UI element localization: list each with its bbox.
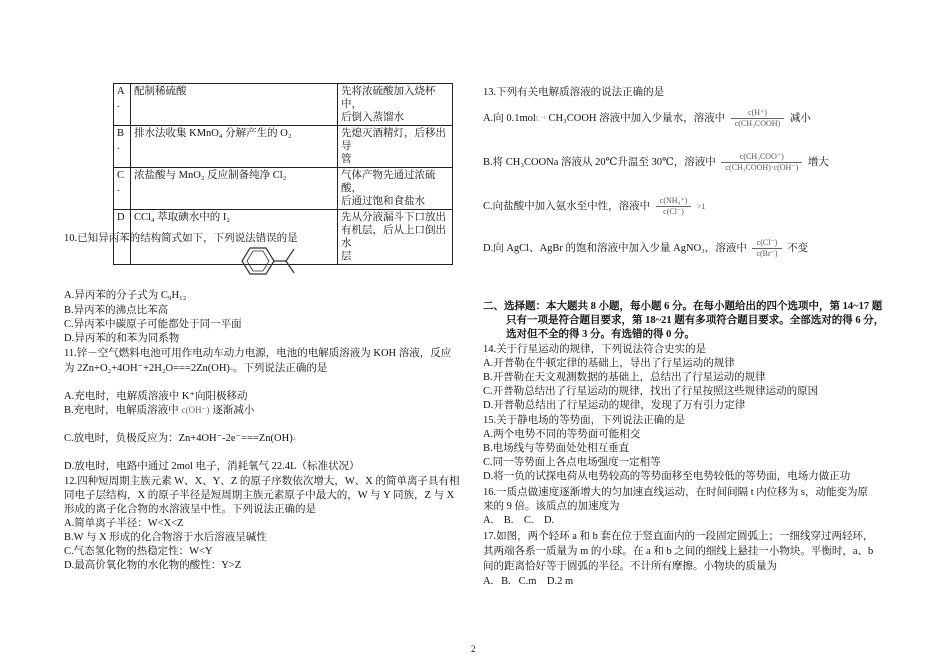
section-2-heading-line2: 只有一项是符合题目要求，第 18~21 题有多项符合题目要求。全部选对的得 6 分， [506, 315, 885, 326]
row-operation: 先将浓硫酸加入烧杯中， 后倒入蒸馏水 [338, 84, 453, 126]
q14-stem: 14.关于行星运动的规律，下列说法符合史实的是 [483, 344, 707, 355]
q14-option-d: D.开普勒总结出了行星运动的规律，发现了万有引力定律 [483, 400, 746, 411]
page-number: 2 [471, 644, 476, 654]
section-2-heading-line3: 选对但不全的得 3 分。有选错的得 0 分。 [506, 329, 695, 340]
q17-stem-line2: 其两端各系一质量为 m 的小球。在 a 和 b 之间的细线上悬挂一小物块。平衡时，a、b [483, 546, 874, 557]
q15-option-d: D.将一负的试探电荷从电势较高的等势面移至电势较低的等势面，电场力做正功 [483, 471, 851, 482]
q14-option-c: C.开普勒总结出了行星运动的规律，找出了行星按照这些规律运动的原因 [483, 386, 819, 397]
q12-option-b: B.W 与 X 形成的化合物溶于水后溶液呈碱性 [64, 532, 267, 543]
q16-options: A. B. C. D. [483, 515, 555, 526]
q11-stem-line2: 为 2Zn+O₂+4OH⁻+2H₂O===2Zn(OH)4。下列说法正确的是 [64, 363, 328, 374]
q15-option-a: A.两个电势不同的等势面可能相交 [483, 429, 641, 440]
q17-options: A. B. C.m D.2 m [483, 576, 574, 587]
isopropylbenzene-structure [232, 243, 302, 279]
row-operation: 气体产物先通过浓硫酸， 后通过饱和食盐水 [338, 168, 453, 210]
row-operation: 先熄灭酒精灯，后移出导 管 [338, 126, 453, 168]
row-operation: 先从分液漏斗下口放出 有机层，后从上口倒出水 层 [338, 210, 453, 265]
q14-option-a: A.开普勒在牛顿定律的基础上，导出了行星运动的规律 [483, 358, 735, 369]
q16-stem-line2: 来的 9 倍。该质点的加速度为 [483, 501, 620, 512]
row-experiment: CCl₄ 萃取碘水中的 I₂ [131, 210, 338, 265]
q17-stem-line3: 间的距离恰好等于圆弧的半径。不计所有摩擦。小物块的质量为 [483, 561, 777, 572]
q13-option-d: D.向 AgCl、AgBr 的饱和溶液中加入少量 AgNO₃，溶液中 $\frac{c(Cl^-)}{c(Br^-)}$ 不变 [483, 238, 809, 258]
q15-option-b: B.电场线与等势面处处相互垂直 [483, 443, 630, 454]
q13-option-b: B.将 CH₃COONa 溶液从 20℃升温至 30℃，溶液中 $\frac{\text{c(CH₃COO⁻)}}{\text{c(CH₃COOH)·c(OH⁻)}}$ 增大 [483, 152, 829, 172]
row-key: D . [114, 210, 131, 265]
q10-stem: 10.已知异丙苯的结构简式如下，下列说法错误的是 [64, 233, 298, 244]
q12-stem-line3: 形成的离子化合物的水溶液呈中性。下列说法正确的是 [64, 504, 316, 515]
section-2-heading-line1: 二、选择题：本大题共 8 小题，每小题 6 分。在每小题给出的四个选项中，第 14~17 题 [483, 301, 883, 312]
row-key: A . [114, 84, 131, 126]
row-experiment: 配制稀硫酸 [131, 84, 338, 126]
row-experiment: 浓盐酸与 MnO₂ 反应制备纯净 Cl₂ [131, 168, 338, 210]
q11-option-b: B.充电时，电解质溶液中 c(OH⁻) 逐渐减小 [64, 405, 255, 416]
q11-option-c: C.放电时，负极反应为：Zn+4OH⁻-2e⁻===Zn(OH)4 [64, 433, 296, 444]
row-key: C . [114, 168, 131, 210]
q10-option-c: C.异丙苯中碳原子可能都处于同一平面 [64, 319, 242, 330]
q12-stem-line1: 12.四种短周期主族元素 W、X、Y、Z 的原子序数依次增大，W、X 的简单离子具有相 [64, 476, 460, 487]
q13-option-c: C.向盐酸中加入氨水至中性，溶液中 $\frac{\text{c(NH₄⁺)}}{c(Cl^-)}$ >1 [483, 196, 706, 216]
row-experiment: 排水法收集 KMnO₄ 分解产生的 O₂ [131, 126, 338, 168]
q12-stem-line2: 同电子层结构，X 的原子半径是短周期主族元素原子中最大的，W 与 Y 同族，Z 与 X [64, 490, 455, 501]
q13-option-a: A.向 0.1molL⁻¹ CH₃COOH 溶液中加入少量水，溶液中 $\frac{c(H^+)}{\text{c(CH₃COOH)}}$ 减小 [483, 108, 811, 128]
q10-option-b: B.异丙苯的沸点比苯高 [64, 305, 169, 316]
q16-stem-line1: 16.一质点做速度逐渐增大的匀加速直线运动，在时间间隔 t 内位移为 s，动能变为原 [483, 487, 869, 498]
row-key: B . [114, 126, 131, 168]
q12-option-a: A.简单离子半径：W<X<Z [64, 518, 184, 529]
q11-option-d: D.放电时，电路中通过 2mol 电子，消耗氧气 22.4L（标准状况） [64, 461, 360, 472]
q12-option-d: D.最高价氧化物的水化物的酸性：Y>Z [64, 560, 242, 571]
table-row [114, 84, 453, 126]
q10-option-a: A.异丙苯的分子式为 C₉H₁₂ [64, 290, 187, 301]
table-row [114, 126, 453, 168]
q13-stem: 13.下列有关电解质溶液的说法正确的是 [483, 87, 665, 98]
q12-option-c: C.气态氢化物的热稳定性：W<Y [64, 546, 213, 557]
table-row [114, 168, 453, 210]
q11-option-a: A.充电时，电解质溶液中 K⁺向阳极移动 [64, 391, 248, 402]
q10-option-d: D.异丙苯的和苯为同系物 [64, 333, 180, 344]
q17-stem-line1: 17.如图，两个轻环 a 和 b 套在位于竖直面内的一段固定圆弧上；一细线穿过两轻环， [483, 531, 874, 542]
q11-stem-line1: 11.锌－空气燃料电池可用作电动车动力电源，电池的电解质溶液为 KOH 溶液，反应 [64, 348, 452, 359]
q15-option-c: C.同一等势面上各点电场强度一定相等 [483, 457, 661, 468]
q15-stem: 15.关于静电场的等势面，下列说法正确的是 [483, 415, 686, 426]
q14-option-b: B.开普勒在天文观测数据的基础上，总结出了行星运动的规律 [483, 372, 766, 383]
